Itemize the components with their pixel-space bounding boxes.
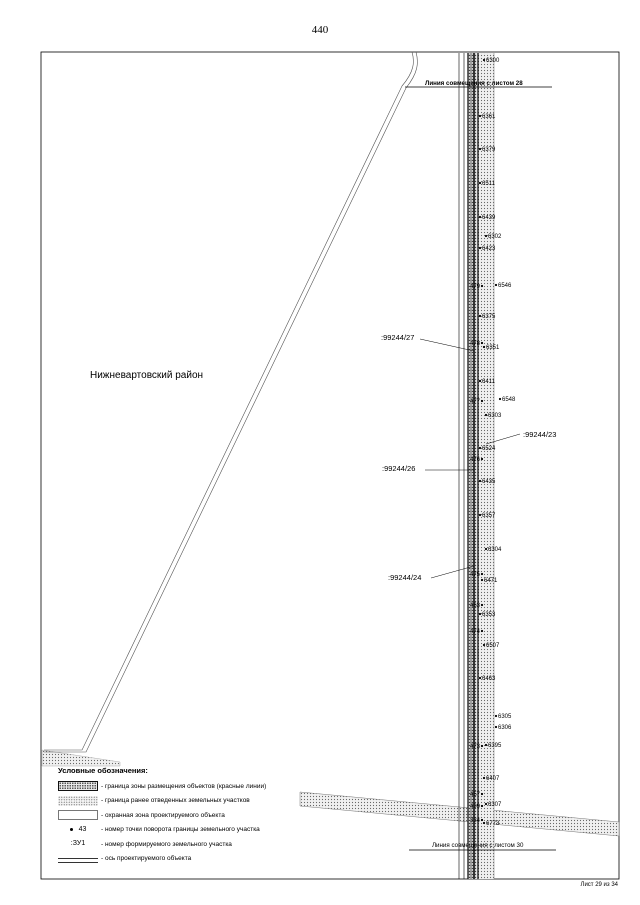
- turning-point-label: 6353: [482, 612, 496, 618]
- legend-item-label: [58, 837, 358, 852]
- legend-item-allocated: [58, 794, 358, 809]
- turning-point-label: 476: [469, 457, 480, 463]
- turning-point-dot: [479, 148, 481, 150]
- zone-border-swatch: [58, 781, 98, 791]
- legend-text: - номер формируемого земельного участка: [101, 840, 232, 848]
- turning-point-label: 334: [469, 818, 480, 824]
- district-boundary: [44, 52, 417, 752]
- turning-point-dot: [481, 745, 483, 747]
- zone-strip: [468, 53, 478, 879]
- turning-point-dot: [481, 805, 483, 807]
- sheet-number: Лист 29 из 34: [580, 882, 618, 888]
- turning-point-label: 6302: [488, 234, 502, 240]
- legend-item-point: [58, 823, 358, 838]
- turning-point-dot: [483, 777, 485, 779]
- turning-point-dot: [481, 819, 483, 821]
- turning-point-dot: [481, 579, 483, 581]
- turning-point-label: 6361: [482, 114, 496, 120]
- turning-point-dot: [485, 744, 487, 746]
- parcel-label: :99244/27: [381, 333, 415, 342]
- hatched-area-left: [42, 750, 120, 766]
- turning-point-dot: [481, 573, 483, 575]
- legend-text: - охранная зона проектируемого объекта: [101, 811, 225, 819]
- turning-point-dot: [481, 342, 483, 344]
- turning-point-dot: [479, 315, 481, 317]
- turning-point-label: 6435: [482, 479, 496, 485]
- point-dot-icon: [70, 828, 73, 831]
- turning-point-label: 6548: [502, 397, 516, 403]
- turning-point-label: 463: [469, 603, 480, 609]
- turning-point-label: 6524: [482, 446, 496, 452]
- turning-point-dot: [499, 398, 501, 400]
- point-sample: 43: [78, 826, 87, 834]
- turning-point-dot: [483, 822, 485, 824]
- turning-point-dot: [495, 726, 497, 728]
- turning-point-dot: [495, 715, 497, 717]
- turning-point-label: 6407: [486, 776, 500, 782]
- match-line-top-label: Линия совмещения с листом 28: [425, 80, 523, 87]
- turning-point-dot: [485, 803, 487, 805]
- match-line-bottom-label: Линия совмещения с листом 30: [432, 842, 524, 849]
- sheet-frame: [41, 52, 619, 879]
- turning-point-label: 6300: [486, 58, 500, 64]
- turning-point-label: 479: [469, 284, 480, 290]
- turning-point-dot: [495, 284, 497, 286]
- turning-point-label: 6307: [488, 802, 502, 808]
- turning-point-label: 6305: [498, 714, 512, 720]
- turning-point-dot: [479, 480, 481, 482]
- turning-point-label: 474: [469, 629, 480, 635]
- turning-point-label: 6375: [482, 314, 496, 320]
- turning-point-label: 6306: [498, 725, 512, 731]
- legend-text: - граница ранее отведенных земельных участков: [101, 797, 250, 805]
- legend: [58, 766, 358, 866]
- turning-point-dot: [479, 182, 481, 184]
- turning-point-dot: [483, 346, 485, 348]
- turning-point-label: 6471: [484, 578, 498, 584]
- parcel-label: :99244/24: [388, 573, 422, 582]
- turning-point-label: 477: [469, 399, 480, 405]
- legend-item-protection: [58, 808, 358, 823]
- legend-item-axis: [58, 852, 358, 867]
- turning-point-label: 478: [469, 341, 480, 347]
- turning-point-dot: [479, 216, 481, 218]
- turning-point-dot: [481, 285, 483, 287]
- turning-point-label: 6303: [488, 413, 502, 419]
- protection-swatch: [58, 810, 98, 820]
- turning-point-dot: [479, 447, 481, 449]
- axis-swatch: [58, 858, 98, 863]
- turning-point-dot: [479, 677, 481, 679]
- turning-point-label: 6351: [486, 345, 500, 351]
- turning-point-dot: [479, 380, 481, 382]
- turning-point-dot: [481, 604, 483, 606]
- legend-text: - номер точки поворота границы земельного участка: [101, 826, 260, 834]
- legend-text: - ось проектируемого объекта: [101, 855, 192, 863]
- turning-point-label: 6773: [486, 821, 500, 827]
- turning-point-dot: [481, 793, 483, 795]
- turning-point-dot: [485, 548, 487, 550]
- turning-point-label: 457: [469, 792, 480, 798]
- allocated-strip: [478, 53, 494, 879]
- turning-point-dot: [485, 235, 487, 237]
- turning-point-dot: [481, 630, 483, 632]
- turning-point-dot: [483, 644, 485, 646]
- turning-point-label: 6304: [488, 547, 502, 553]
- turning-point-label: 473: [469, 744, 480, 750]
- district-label: Нижневартовский район: [90, 370, 204, 381]
- turning-point-label: 6411: [482, 379, 495, 385]
- turning-point-label: 6423: [482, 246, 496, 252]
- legend-text: - граница зоны размещения объектов (красные линии): [101, 782, 267, 790]
- turning-point-label: 6395: [488, 743, 502, 749]
- legend-title: Условные обозначения:: [58, 766, 148, 775]
- allocated-swatch: [58, 796, 98, 806]
- point-swatch: [58, 825, 98, 835]
- turning-point-label: 6463: [482, 676, 496, 682]
- turning-point-label: 6511: [482, 181, 495, 187]
- turning-point-dot: [481, 458, 483, 460]
- turning-point-dot: [479, 115, 481, 117]
- turning-point-dot: [479, 247, 481, 249]
- turning-point-label: 475: [469, 572, 480, 578]
- page-number: 440: [311, 24, 329, 36]
- turning-point-label: 6507: [486, 643, 500, 649]
- turning-point-label: 6546: [498, 283, 512, 289]
- turning-point-label: 6439: [482, 215, 496, 221]
- turning-point-dot: [485, 414, 487, 416]
- turning-point-label: 499: [469, 804, 480, 810]
- turning-point-dot: [479, 514, 481, 516]
- turning-point-dot: [483, 59, 485, 61]
- turning-point-label: 6357: [482, 513, 496, 519]
- turning-point-dot: [481, 400, 483, 402]
- label-swatch: :ЗУ1: [70, 840, 86, 848]
- parcel-label: :99244/23: [523, 430, 557, 439]
- turning-point-label: 6379: [482, 147, 496, 153]
- legend-item-zone: [58, 779, 358, 794]
- parcel-label: :99244/26: [382, 464, 416, 473]
- turning-point-dot: [479, 613, 481, 615]
